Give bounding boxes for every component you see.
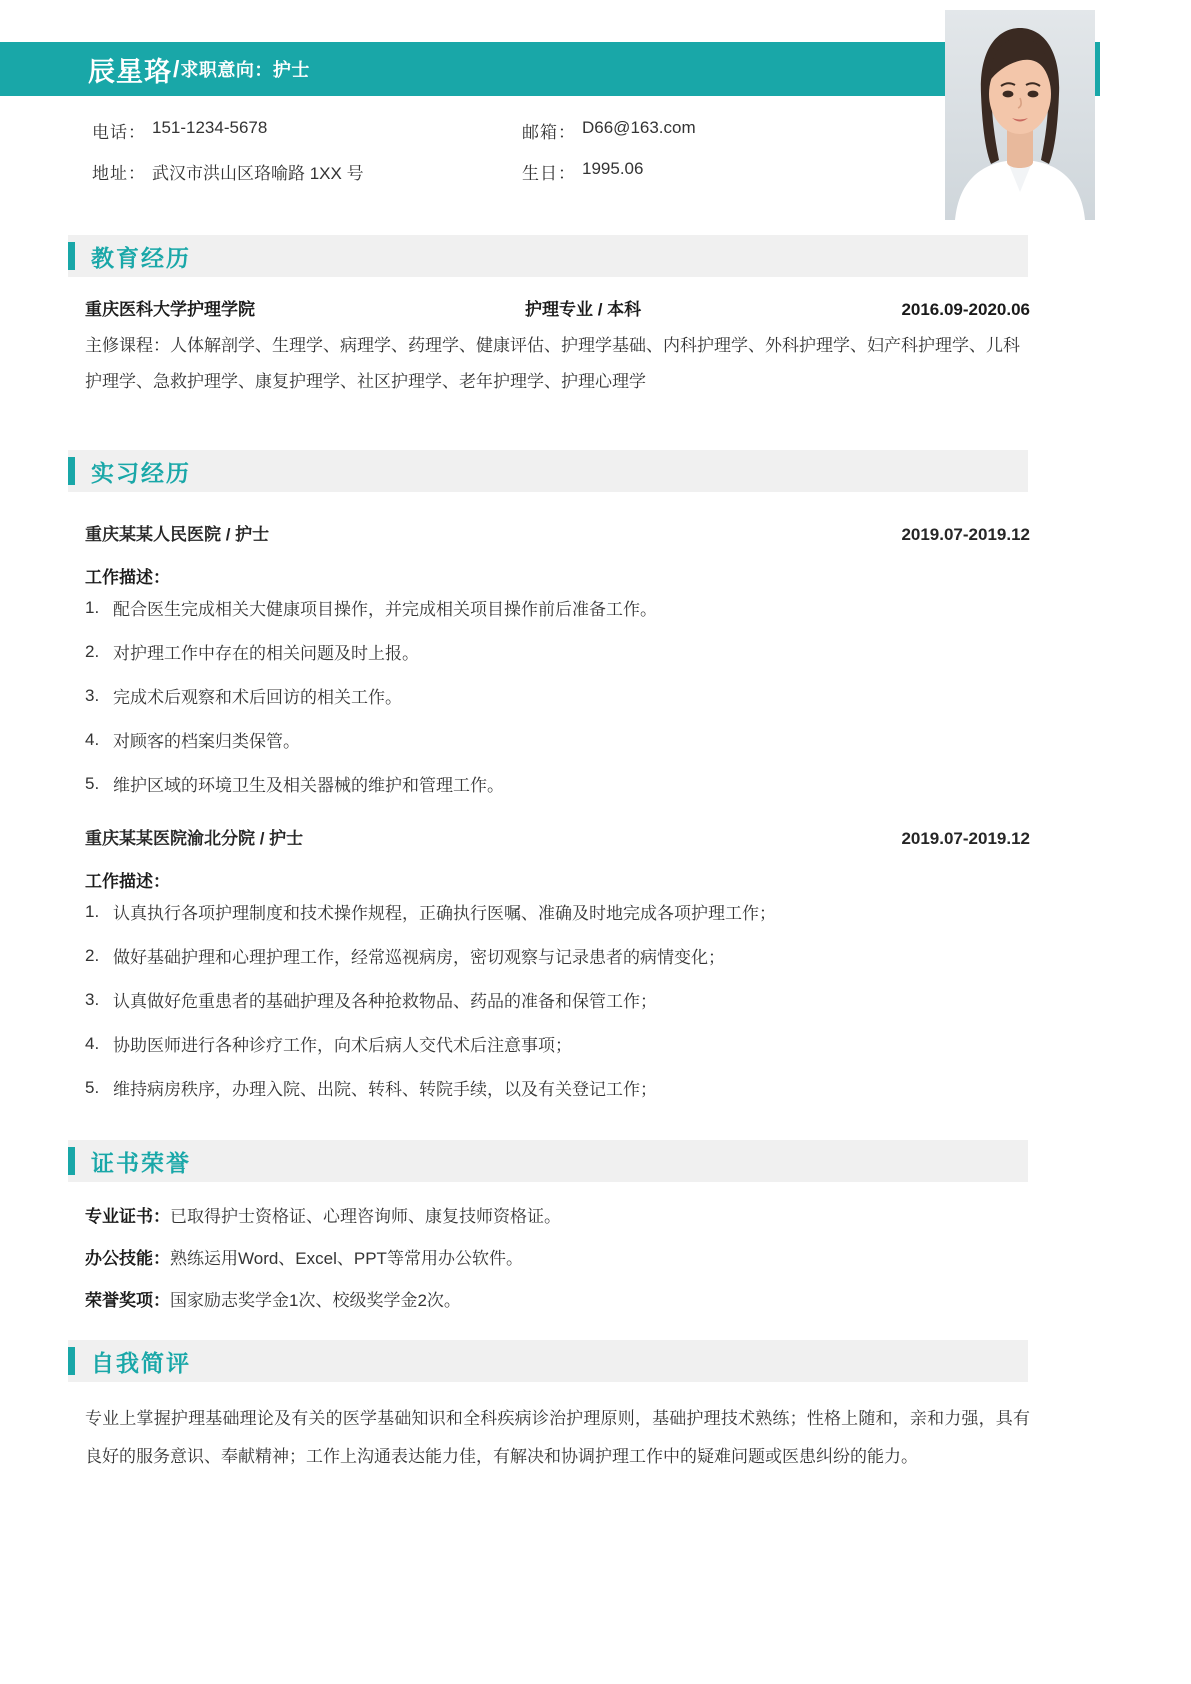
- duty-number: 5.: [85, 774, 100, 793]
- list-item: [85, 946, 1030, 970]
- certificate-text: 熟练运用Word、Excel、PPT等常用办公软件。: [170, 1249, 523, 1268]
- list-item: [85, 902, 1030, 926]
- certificate-line: [85, 1204, 1030, 1230]
- certificate-text: 国家励志奖学金1次、校级奖学金2次。: [170, 1291, 461, 1310]
- education-courses-label: 主修课程：: [85, 336, 170, 355]
- internship-title-text: 实习经历: [91, 459, 191, 486]
- duty-text: 维护区域的环境卫生及相关器械的维护和管理工作。: [113, 776, 504, 795]
- address-label: 地址：: [92, 164, 146, 183]
- accent-bar: [68, 1347, 75, 1375]
- internship-job-2: [85, 824, 1030, 1102]
- duty-number: 3.: [85, 686, 100, 705]
- education-section: [0, 235, 1191, 400]
- accent-bar: [68, 242, 75, 270]
- candidate-name: 辰星珞: [88, 56, 172, 87]
- phone-label: 电话：: [92, 123, 146, 142]
- internship-section-title: [68, 450, 1028, 492]
- duty-text: 对护理工作中存在的相关问题及时上报。: [113, 644, 419, 663]
- list-item: [85, 774, 1030, 798]
- certificates-body: [85, 1204, 1030, 1314]
- duty-number: 1.: [85, 598, 100, 617]
- self-evaluation-section-title: [68, 1340, 1028, 1382]
- job-date: 2019.07-2019.12: [901, 525, 1030, 544]
- job-header: [85, 824, 1030, 849]
- education-section-title: [68, 235, 1028, 277]
- certificate-label: 专业证书：: [85, 1207, 170, 1226]
- birthday-value: 1995.06: [582, 159, 644, 178]
- certificates-title-text: 证书荣誉: [91, 1149, 191, 1176]
- internship-job-1: [85, 520, 1030, 798]
- internship-section: [0, 450, 1191, 1122]
- self-evaluation-section: [0, 1340, 1191, 1476]
- job-objective: 求职意向：护士: [180, 60, 310, 80]
- duty-number: 4.: [85, 730, 100, 749]
- accent-bar: [68, 1147, 75, 1175]
- education-courses: [85, 328, 1030, 400]
- list-item: [85, 1034, 1030, 1058]
- duty-number: 3.: [85, 990, 100, 1009]
- list-item: [85, 598, 1030, 622]
- education-major: 护理专业 / 本科: [525, 300, 642, 319]
- certificate-label: 办公技能：: [85, 1249, 170, 1268]
- duty-text: 配合医生完成相关大健康项目操作，并完成相关项目操作前后准备工作。: [113, 600, 657, 619]
- certificates-section-title: [68, 1140, 1028, 1182]
- education-entry: [85, 295, 1030, 400]
- education-entry-row: [85, 295, 1030, 320]
- list-item: [85, 1078, 1030, 1102]
- self-evaluation-body: [85, 1400, 1030, 1476]
- job-org: 重庆某某医院渝北分院 / 护士: [85, 829, 304, 848]
- job-org: 重庆某某人民医院 / 护士: [85, 525, 270, 544]
- email-label: 邮箱：: [522, 123, 576, 142]
- job-desc-label: 工作描述：: [85, 568, 170, 587]
- duty-text: 认真做好危重患者的基础护理及各种抢救物品、药品的准备和保管工作；: [113, 992, 657, 1011]
- list-item: [85, 642, 1030, 666]
- portrait-illustration: [945, 10, 1095, 220]
- list-item: [85, 686, 1030, 710]
- duty-number: 2.: [85, 642, 100, 661]
- education-courses-text: 人体解剖学、生理学、病理学、药理学、健康评估、护理学基础、内科护理学、外科护理学、妇产科护理学、儿科护理学、急救护理学、康复护理学、社区护理学、老年护理学、护理心理学: [85, 336, 1020, 391]
- contact-phone: [92, 118, 522, 143]
- contact-email: [522, 118, 696, 143]
- certificate-line: [85, 1246, 1030, 1272]
- job-date: 2019.07-2019.12: [901, 829, 1030, 848]
- header-title: [88, 42, 310, 96]
- duty-text: 认真执行各项护理制度和技术操作规程，正确执行医嘱、准确及时地完成各项护理工作；: [113, 904, 776, 923]
- education-title-text: 教育经历: [91, 244, 191, 271]
- duty-number: 2.: [85, 946, 100, 965]
- job-duty-list: [85, 598, 1030, 798]
- accent-bar: [68, 457, 75, 485]
- job-desc-label: 工作描述：: [85, 872, 170, 891]
- certificate-line: [85, 1288, 1030, 1314]
- job-duty-list: [85, 902, 1030, 1102]
- contact-birthday: [522, 159, 643, 184]
- self-evaluation-text: 专业上掌握护理基础理论及有关的医学基础知识和全科疾病诊治护理原则，基础护理技术熟练；性格上随和，亲和力强，具有良好的服务意识、奉献精神；工作上沟通表达能力佳，有解决和协调护理工作中的疑难问题或医患纠纷的能力。: [85, 1409, 1030, 1466]
- duty-text: 维持病房秩序，办理入院、出院、转科、转院手续，以及有关登记工作；: [113, 1080, 657, 1099]
- education-school: 重庆医科大学护理学院: [85, 300, 255, 319]
- duty-text: 对顾客的档案归类保管。: [113, 732, 300, 751]
- name-separator: /: [173, 55, 180, 82]
- email-value: D66@163.com: [582, 118, 696, 137]
- address-value: 武汉市洪山区珞喻路 1XX 号: [152, 164, 364, 183]
- list-item: [85, 990, 1030, 1014]
- certificate-text: 已取得护士资格证、心理咨询师、康复技师资格证。: [170, 1207, 561, 1226]
- education-date: 2016.09-2020.06: [901, 300, 1030, 319]
- job-header: [85, 520, 1030, 545]
- contact-row-1: [92, 118, 912, 143]
- certificates-section: [0, 1140, 1191, 1330]
- contact-info: [92, 118, 912, 200]
- birthday-label: 生日：: [522, 164, 576, 183]
- profile-photo: [945, 10, 1095, 220]
- phone-value: 151-1234-5678: [152, 118, 268, 137]
- self-evaluation-title-text: 自我简评: [91, 1349, 191, 1376]
- certificate-label: 荣誉奖项：: [85, 1291, 170, 1310]
- duty-number: 4.: [85, 1034, 100, 1053]
- duty-number: 5.: [85, 1078, 100, 1097]
- duty-text: 完成术后观察和术后回访的相关工作。: [113, 688, 402, 707]
- contact-row-2: [92, 159, 912, 184]
- duty-text: 协助医师进行各种诊疗工作，向术后病人交代术后注意事项；: [113, 1036, 572, 1055]
- contact-address: [92, 159, 522, 184]
- duty-text: 做好基础护理和心理护理工作，经常巡视病房，密切观察与记录患者的病情变化；: [113, 948, 725, 967]
- list-item: [85, 730, 1030, 754]
- duty-number: 1.: [85, 902, 100, 921]
